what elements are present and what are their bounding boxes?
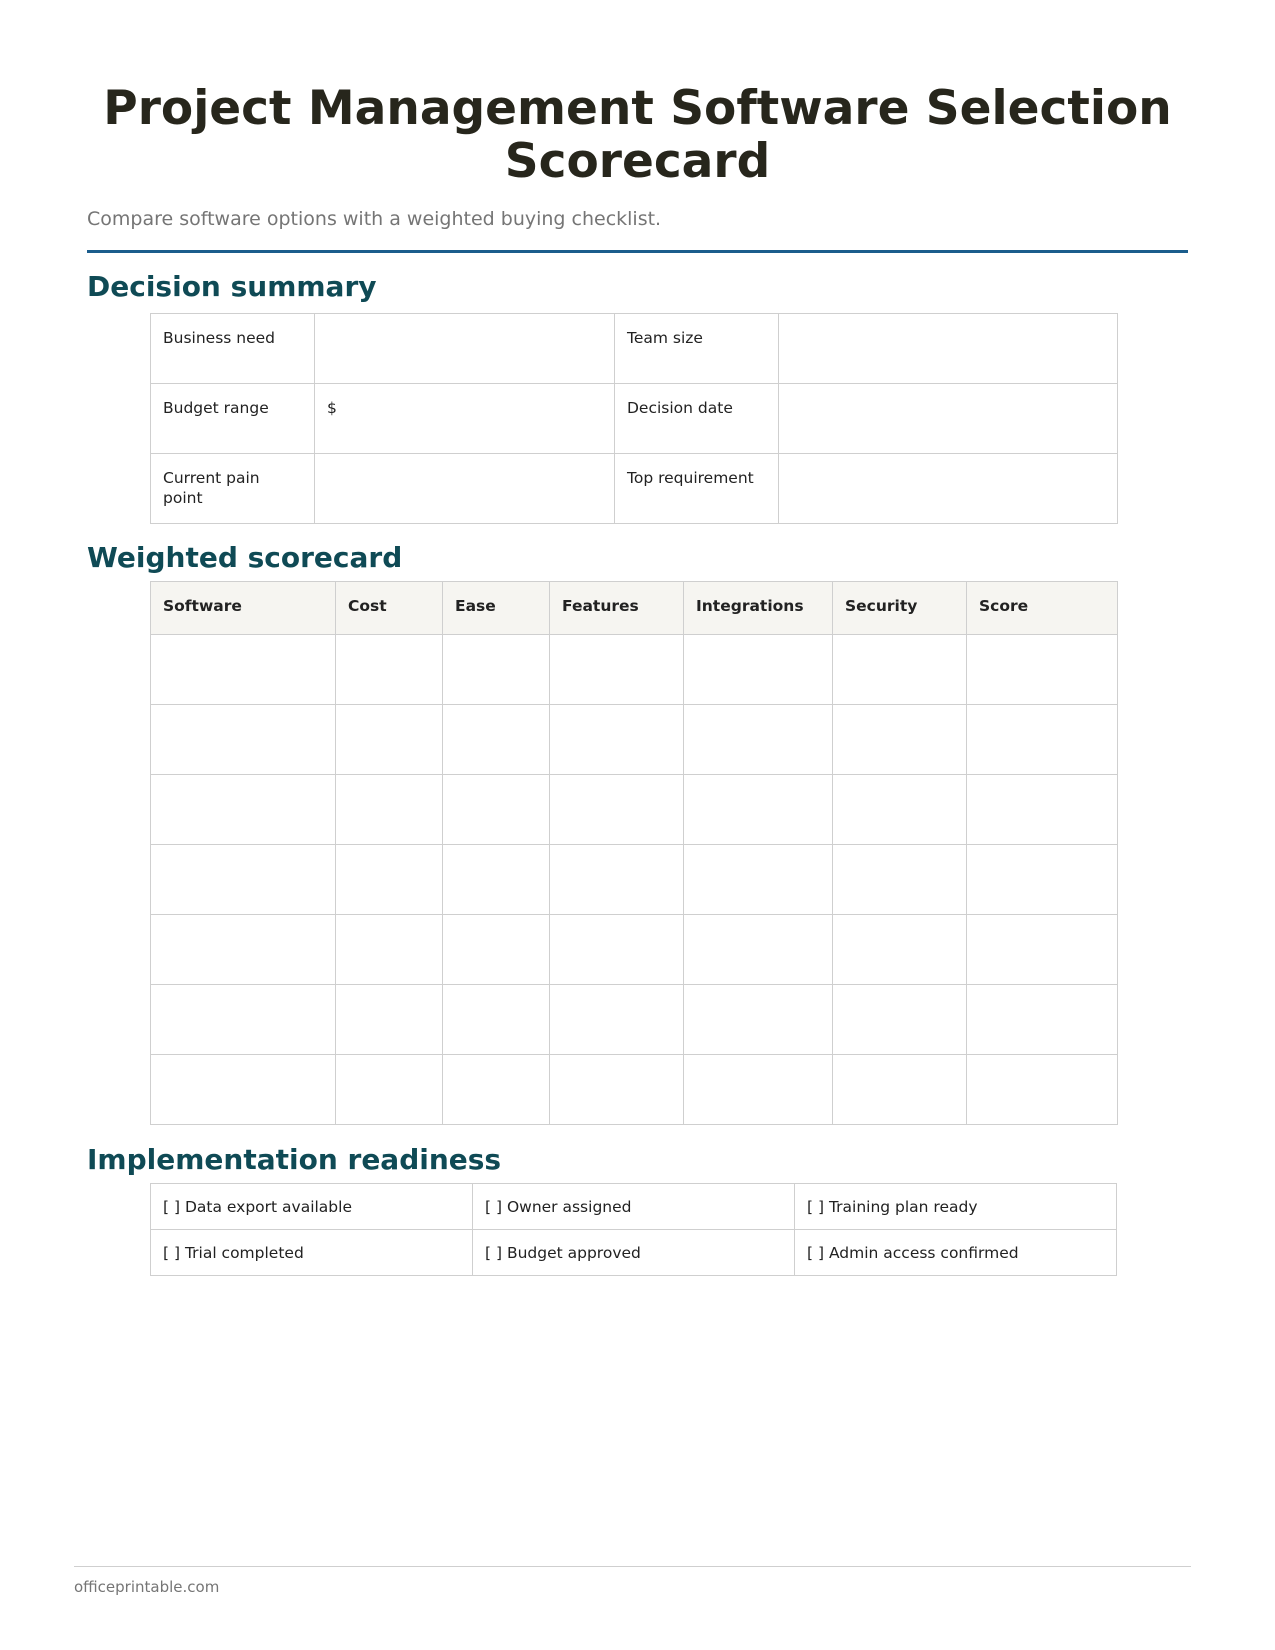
score-cell[interactable] [967, 775, 1118, 845]
table-row [151, 915, 1118, 985]
score-cell[interactable] [443, 635, 550, 705]
table-row [151, 1184, 1117, 1230]
score-cell[interactable] [684, 1055, 833, 1125]
score-cell[interactable] [151, 775, 336, 845]
score-cell[interactable] [550, 1055, 684, 1125]
score-cell[interactable] [550, 775, 684, 845]
score-cell[interactable] [967, 705, 1118, 775]
score-cell[interactable] [684, 845, 833, 915]
score-cell[interactable] [336, 915, 443, 985]
checklist-item-trial-completed[interactable]: [ ] Trial completed [151, 1230, 473, 1276]
decision-summary-table [150, 313, 1118, 524]
score-cell[interactable] [833, 985, 967, 1055]
checklist-item-training-plan[interactable]: [ ] Training plan ready [795, 1184, 1117, 1230]
scorecard-body [151, 635, 1118, 1125]
column-header-features: Features [550, 582, 684, 635]
decision-summary-heading: Decision summary [87, 270, 377, 303]
score-cell[interactable] [967, 845, 1118, 915]
column-header-score: Score [967, 582, 1118, 635]
score-cell[interactable] [336, 1055, 443, 1125]
footer-divider [74, 1566, 1191, 1567]
table-row [151, 1055, 1118, 1125]
footer-source: officeprintable.com [74, 1578, 220, 1596]
score-cell[interactable] [443, 845, 550, 915]
score-cell[interactable] [684, 985, 833, 1055]
column-header-integrations: Integrations [684, 582, 833, 635]
summary-value-field[interactable] [315, 314, 615, 384]
score-cell[interactable] [684, 775, 833, 845]
summary-value-field[interactable] [315, 454, 615, 524]
score-cell[interactable] [967, 1055, 1118, 1125]
score-cell[interactable] [833, 915, 967, 985]
table-row [151, 985, 1118, 1055]
score-cell[interactable] [833, 635, 967, 705]
summary-label: Current pain point [151, 454, 315, 524]
score-cell[interactable] [967, 915, 1118, 985]
score-cell[interactable] [151, 985, 336, 1055]
summary-value-field[interactable] [779, 314, 1118, 384]
score-cell[interactable] [336, 845, 443, 915]
summary-label: Decision date [615, 384, 779, 454]
score-cell[interactable] [336, 985, 443, 1055]
table-row [151, 845, 1118, 915]
table-header-row [151, 582, 1118, 635]
column-header-software: Software [151, 582, 336, 635]
table-row [151, 775, 1118, 845]
summary-value-field[interactable] [779, 384, 1118, 454]
table-row [151, 384, 1118, 454]
score-cell[interactable] [443, 775, 550, 845]
score-cell[interactable] [151, 915, 336, 985]
score-cell[interactable] [684, 915, 833, 985]
score-cell[interactable] [550, 915, 684, 985]
summary-label: Business need [151, 314, 315, 384]
checklist-item-admin-access[interactable]: [ ] Admin access confirmed [795, 1230, 1117, 1276]
score-cell[interactable] [443, 705, 550, 775]
score-cell[interactable] [967, 635, 1118, 705]
summary-label: Top requirement [615, 454, 779, 524]
table-row [151, 635, 1118, 705]
weighted-scorecard-heading: Weighted scorecard [87, 541, 403, 574]
score-cell[interactable] [833, 775, 967, 845]
score-cell[interactable] [151, 845, 336, 915]
score-cell[interactable] [151, 635, 336, 705]
score-cell[interactable] [967, 985, 1118, 1055]
score-cell[interactable] [550, 845, 684, 915]
table-row [151, 314, 1118, 384]
score-cell[interactable] [336, 775, 443, 845]
score-cell[interactable] [833, 705, 967, 775]
score-cell[interactable] [684, 705, 833, 775]
implementation-readiness-table [150, 1183, 1117, 1276]
score-cell[interactable] [336, 635, 443, 705]
column-header-ease: Ease [443, 582, 550, 635]
summary-label: Team size [615, 314, 779, 384]
page-title: Project Management Software Selection Scorecard [103, 81, 1172, 189]
checklist-item-data-export[interactable]: [ ] Data export available [151, 1184, 473, 1230]
checklist-item-budget-approved[interactable]: [ ] Budget approved [473, 1230, 795, 1276]
score-cell[interactable] [443, 915, 550, 985]
score-cell[interactable] [336, 705, 443, 775]
page-subtitle: Compare software options with a weighted buying checklist. [87, 208, 662, 230]
column-header-security: Security [833, 582, 967, 635]
checklist-item-owner-assigned[interactable]: [ ] Owner assigned [473, 1184, 795, 1230]
summary-label: Budget range [151, 384, 315, 454]
score-cell[interactable] [550, 635, 684, 705]
score-cell[interactable] [550, 985, 684, 1055]
score-cell[interactable] [833, 1055, 967, 1125]
summary-value-field[interactable] [779, 454, 1118, 524]
table-row [151, 1230, 1117, 1276]
score-cell[interactable] [833, 845, 967, 915]
implementation-readiness-heading: Implementation readiness [87, 1143, 502, 1176]
score-cell[interactable] [151, 1055, 336, 1125]
table-row [151, 705, 1118, 775]
score-cell[interactable] [443, 1055, 550, 1125]
score-cell[interactable] [151, 705, 336, 775]
summary-value-field[interactable]: $ [315, 384, 615, 454]
score-cell[interactable] [684, 635, 833, 705]
title-divider [87, 250, 1188, 253]
column-header-cost: Cost [336, 582, 443, 635]
score-cell[interactable] [443, 985, 550, 1055]
weighted-scorecard-table [150, 581, 1118, 1125]
table-row [151, 454, 1118, 524]
score-cell[interactable] [550, 705, 684, 775]
